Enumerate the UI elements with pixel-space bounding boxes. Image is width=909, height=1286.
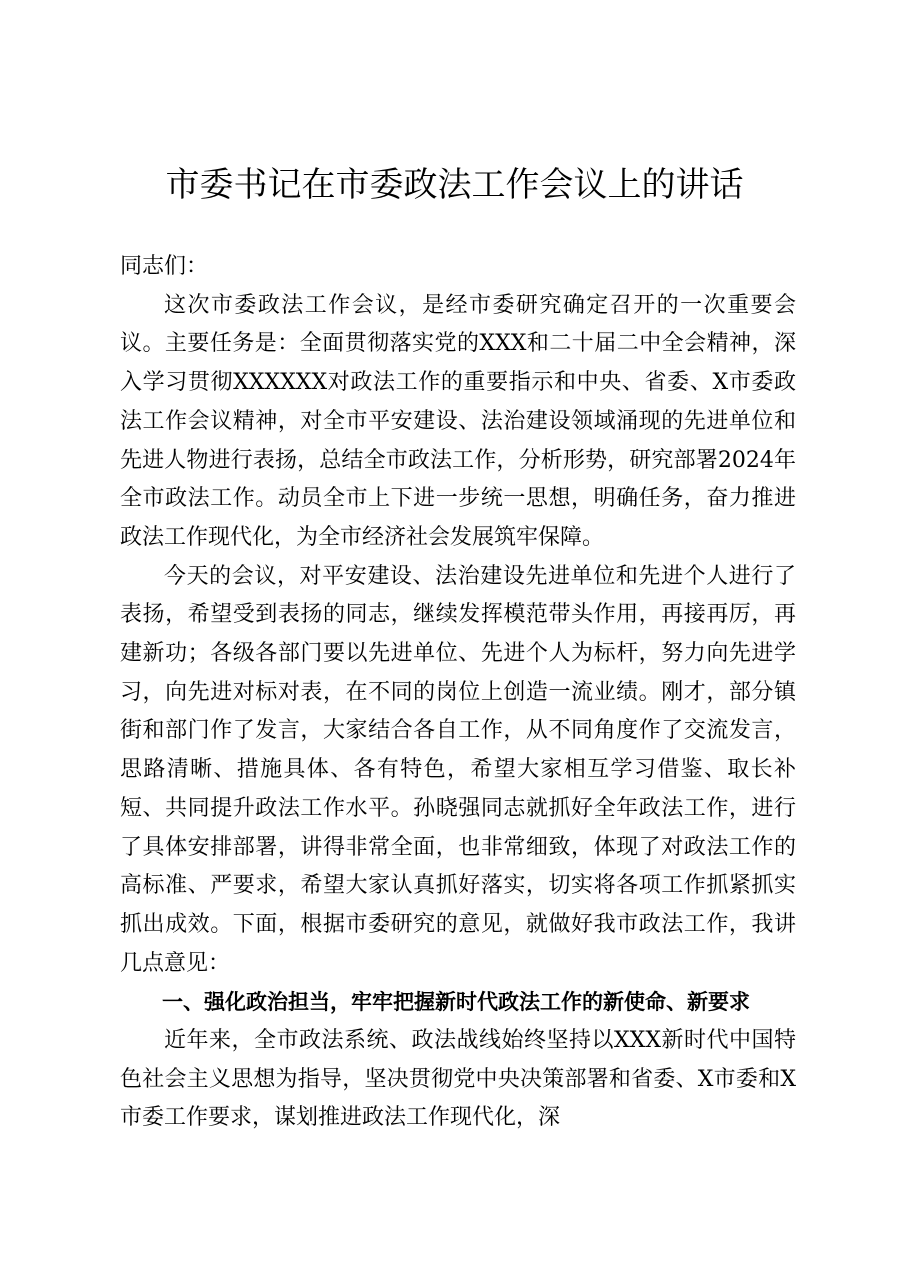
- section-heading: 一、强化政治担当，牢牢把握新时代政法工作的新使命、新要求: [162, 990, 750, 1015]
- document-body: [120, 248, 796, 1138]
- document-title: 市委书记在市委政法工作会议上的讲话: [165, 165, 744, 205]
- paragraph-2: 今天的会议，对平安建设、法治建设先进单位和先进个人进行了表扬，希望受到表扬的同志，继续发挥模范带头作用，再接再厉，再建新功；各级各部门要以先进单位、先进个人为标杆，努力向先进学习，向先进对标对表，在不同的岗位上创造一流业绩。刚才，部分镇街和部门作了发言，大家结合各自工作，从不同角度作了交流发言，思路清晰、措施具体、各有特色，希望大家相互学习借鉴、取长补短、共同提升政法工作水平。孙晓强同志就抓好全年政法工作，进行了具体安排部署，讲得非常全面，也非常细致，体现了对政法工作的高标准、严要求，希望大家认真抓好落实，切实将各项工作抓紧抓实抓出成效。下面，根据市委研究的意见，就做好我市政法工作，我讲几点意见：: [120, 563, 796, 976]
- paragraph-1: 这次市委政法工作会议，是经市委研究确定召开的一次重要会议。主要任务是：全面贯彻落实党的XXX和二十届二中全会精神，深入学习贯彻XXXXXX对政法工作的重要指示和中央、省委、X市委政法工作会议精神，对全市平安建设、法治建设领域涌现的先进单位和先进人物进行表扬，总结全市政法工作，分析形势，研究部署2024年全市政法工作。动员全市上下进一步统一思想，明确任务，奋力推进政法工作现代化，为全市经济社会发展筑牢保障。: [120, 292, 796, 550]
- section-paragraph: 近年来，全市政法系统、政法战线始终坚持以XXX新时代中国特色社会主义思想为指导，坚决贯彻党中央决策部署和省委、X市委和X市委工作要求，谋划推进政法工作现代化，深: [120, 1028, 796, 1131]
- salutation: 同志们：: [120, 254, 209, 279]
